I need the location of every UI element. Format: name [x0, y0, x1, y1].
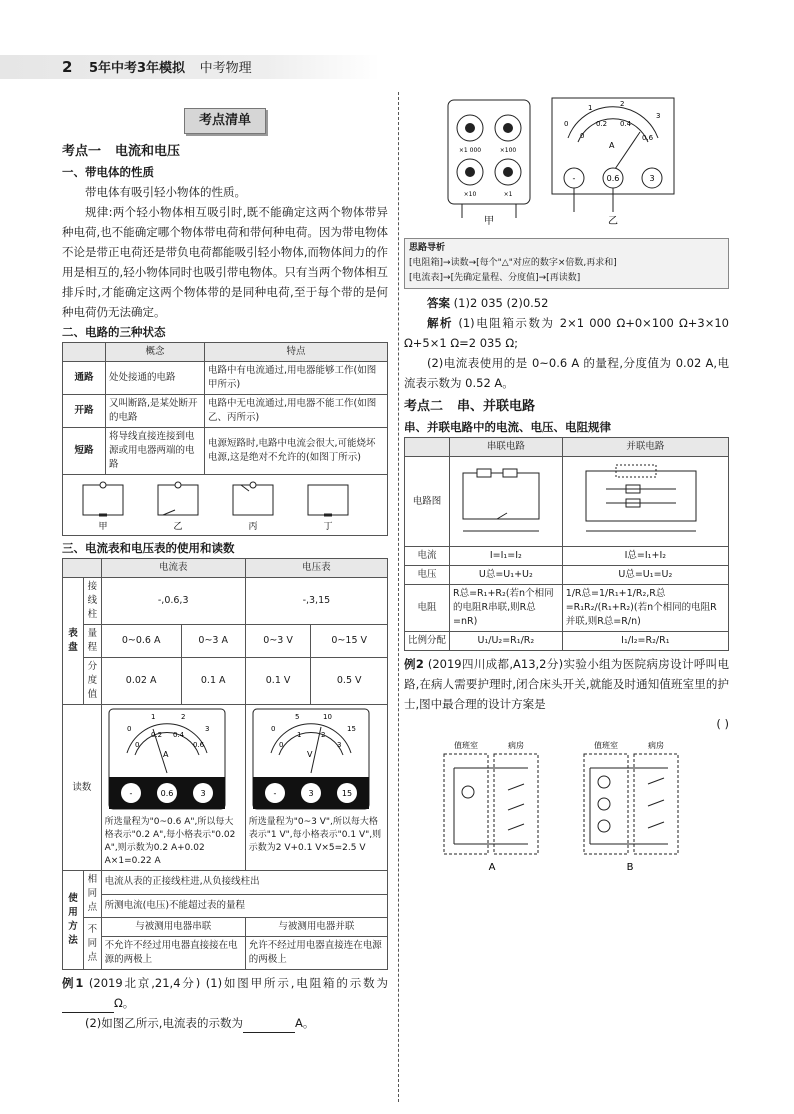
svg-text:3: 3	[649, 174, 655, 183]
svg-text:5: 5	[294, 713, 300, 721]
svg-text:0.2: 0.2	[596, 120, 608, 128]
svg-text:值班室: 值班室	[454, 741, 478, 750]
svg-text:0.6: 0.6	[606, 174, 620, 183]
svg-text:3: 3	[204, 725, 210, 733]
svg-text:-: -	[572, 174, 576, 183]
svg-text:0: 0	[564, 120, 569, 128]
svg-text:0.2: 0.2	[150, 731, 162, 739]
topic-label: 考点一	[62, 144, 102, 159]
svg-text:0: 0	[126, 725, 132, 733]
svg-text:10: 10	[322, 713, 332, 721]
svg-text:×10: ×10	[463, 191, 477, 198]
topic-heading	[62, 142, 388, 162]
svg-text:3: 3	[656, 112, 661, 120]
figure-label: 乙	[608, 216, 618, 226]
thinking-guide: 思路导析 [电阻箱]→读数→[每个"△"对应的数字×倍数,再求和] [电流表]→[先确定量程、分度值]→[再读数]	[404, 238, 729, 289]
subsection-title: 三、电流表和电压表的使用和读数	[62, 541, 235, 555]
page-number: 2	[62, 58, 73, 76]
left-column	[62, 104, 388, 1033]
svg-text:0: 0	[278, 741, 284, 749]
svg-text:V: V	[306, 750, 313, 759]
table-header: 特点	[205, 343, 388, 362]
example-1-figures	[404, 96, 729, 226]
paragraph: 规律:两个轻小物体相互吸引时,既不能确定这两个物体带异种电荷,也不能确定哪个物体带电荷和带何种电荷。因为带电物体不论是带正电荷还是带负电荷都能吸引轻小物体,而物体间力的作用是相互的,轻小物体同时也吸引带电物体。只有当两个物体相互排斥时,才能确定这两个物体带的是同种电荷,至于每个带的是何种电荷仍无法确定。	[62, 205, 388, 319]
svg-text:15: 15	[341, 789, 352, 798]
svg-text:0.4: 0.4	[172, 731, 184, 739]
svg-text:2: 2	[620, 100, 625, 108]
option-b-label: B	[626, 862, 634, 873]
example-2: 例2 (2019四川成都,A13,2分)实验小组为医院病房设计呼叫电路,在病人需要护理时,闭合床头开关,就能及时通知值班室里的护士,图中最合理的设计方案是	[404, 657, 730, 711]
figure-label: 丁	[323, 522, 333, 532]
table-row: 开路 又叫断路,是某处断开的电路 电路中无电流通过,用电器不能工作(如图乙、丙所示)	[63, 395, 388, 428]
circuit-states-table	[62, 342, 388, 536]
svg-text:×1 000: ×1 000	[458, 147, 482, 154]
svg-text:2: 2	[320, 731, 326, 739]
book-title: 5年中考3年模拟	[88, 61, 186, 76]
voltmeter-note: 所选量程为"0~3 V",所以每大格表示"1 V",每小格表示"0.1 V",则示数为2 V+0.1 V×5=2.5 V	[248, 817, 382, 853]
figure-label: 乙	[173, 522, 183, 532]
svg-text:0.6: 0.6	[192, 741, 204, 749]
table-row: 通路 处处接通的电路 电路中有电流通过,用电器能够工作(如图甲所示)	[63, 362, 388, 395]
svg-text:1: 1	[150, 713, 156, 721]
column-divider	[398, 92, 399, 1102]
example-2-options	[404, 734, 729, 874]
answer-blank	[243, 1020, 295, 1033]
answer-bracket: ( )	[716, 717, 729, 731]
svg-text:0: 0	[270, 725, 276, 733]
figure-label: 丙	[248, 522, 258, 532]
figure-label: 甲	[484, 216, 494, 226]
answer-blank	[62, 1000, 114, 1013]
svg-text:0.6: 0.6	[160, 789, 174, 798]
subject-name: 中考物理	[199, 61, 252, 76]
analysis: 解析 (1)电阻箱示数为 2×1 000 Ω+0×100 Ω+3×10 Ω+5×1 Ω=2 035 Ω;	[404, 316, 729, 350]
ammeter-dial	[105, 707, 229, 811]
paragraph: 带电体有吸引轻小物体的性质。	[85, 185, 246, 199]
section-banner: 考点清单	[184, 108, 266, 134]
svg-text:×1: ×1	[503, 191, 513, 198]
svg-text:0.6: 0.6	[642, 134, 654, 142]
analysis-part-2: (2)电流表使用的是 0~0.6 A 的量程,分度值为 0.02 A,电流表示数为 0.52 A。	[404, 356, 729, 390]
svg-text:0.4: 0.4	[620, 120, 632, 128]
figure-label: 甲	[98, 522, 108, 532]
svg-text:2: 2	[180, 713, 186, 721]
svg-text:1: 1	[296, 731, 302, 739]
running-header	[62, 57, 252, 76]
ammeter-note: 所选量程为"0~0.6 A",所以每大格表示"0.2 A",每小格表示"0.02 A",则示数为0.2 A+0.02 A×1=0.22 A	[104, 817, 236, 866]
svg-text:3: 3	[308, 789, 314, 798]
svg-text:A: A	[609, 141, 615, 150]
svg-text:×100: ×100	[499, 147, 517, 154]
series-parallel-table: 串联电路 并联电路 电路图 电流 I=I₁=I₂ I总=I₁+I₂ 电压 U总=U₁+U₂ U总=U₁=U₂ 电阻 R总=R₁+R₂(若n个相同的电阻R串联,则R总=nR) 1/R总=1/R₁+1/R₂,R总=R₁R₂/(R₁+R₂)(若n个相同的电阻R并联,则R总=R/n) 比例分配 U₁/U₂=R₁/R₂ I₁/I₂=R₂/R₁	[404, 437, 729, 651]
svg-text:A: A	[162, 750, 169, 759]
topic-title: 电流和电压	[115, 144, 181, 159]
parallel-circuit-diagram	[566, 459, 716, 539]
svg-text:0: 0	[580, 132, 585, 140]
option-a-label: A	[488, 862, 496, 873]
subsection-title: 二、电路的三种状态	[62, 325, 166, 339]
svg-text:病房: 病房	[508, 741, 524, 750]
right-column	[404, 96, 729, 880]
topic-heading: 考点二 串、并联电路	[404, 399, 536, 414]
voltmeter-dial	[249, 707, 373, 811]
subsection-title: 串、并联电路中的电流、电压、电阻规律	[404, 420, 611, 434]
table-row: 短路 将导线直接连接到电源或用电器两端的电路 电源短路时,电路中电流会很大,可能烧坏电源,这是绝对不允许的(如图丁所示)	[63, 428, 388, 475]
subsection-title: 一、带电体的性质	[62, 165, 154, 179]
svg-text:-: -	[273, 789, 277, 798]
svg-text:1: 1	[588, 104, 593, 112]
svg-text:-: -	[129, 789, 133, 798]
table-header: 概念	[106, 343, 205, 362]
svg-text:15: 15	[346, 725, 356, 733]
example-1-part-2: (2)如图乙所示,电流表的示数为 A。	[62, 1013, 388, 1033]
svg-text:病房: 病房	[648, 741, 664, 750]
svg-text:0: 0	[134, 741, 140, 749]
circuit-states-figure	[63, 477, 383, 533]
svg-text:值班室: 值班室	[594, 741, 618, 750]
meters-table: 电流表 电压表 表盘 接线柱 -,0.6,3 -,3,15 量程 0~0.6 A 0~3 A 0~3 V 0~15 V 分度值 0.02 A 0.1 A 0.1 V 0.5 V 读数 0 1 2 3 0 0.2 0.4 0.6 A - 0.6 3 所选量程为"0~0.6 A",所以每大格表示"0.2 A",每小格表示"0.02 A",则示数为0.2 A+0.02 A×1=0.22 A 0 5 10 15 0 1 2 3 V - 3 15 所选量程为"0~3 V",所以每大格表示"1 V",每小格表示"0.1 V",则示数为2 V+0.1 V×5=2.5 V 使用方法 相同点 电流从表的正接线柱进,从负接线柱出 所测电流(电压)不能超过表的量程 不同点 与被测用电器串联 与被测用电器并联 不允许不经过用电器直接接在电源的两极上 允许不经过用电器直接连在电源的两极上	[62, 558, 388, 970]
example-1: 例1 (2019北京,21,4分) (1)如图甲所示,电阻箱的示数为Ω。	[62, 973, 388, 1013]
svg-text:3: 3	[336, 741, 342, 749]
answer: 答案 (1)2 035 (2)0.52	[427, 296, 549, 310]
svg-text:3: 3	[200, 789, 206, 798]
series-circuit-diagram	[453, 459, 553, 539]
